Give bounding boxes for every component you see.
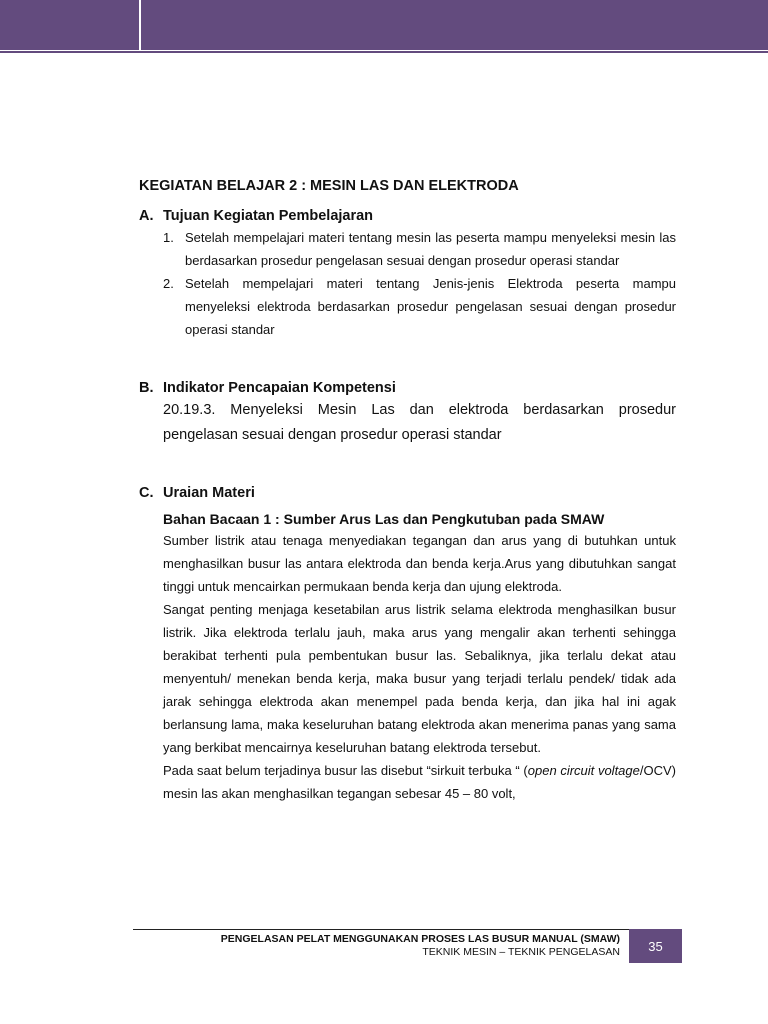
section-title: Tujuan Kegiatan Pembelajaran <box>163 208 374 224</box>
body-paragraph: Sumber listrik atau tenaga menyediakan tegangan dan arus yang di butuhkan untuk menghasilkan busur las antara elektroda dan benda kerja.Arus yang dibutuhkan sangat tinggi untuk mencairkan permukaan benda kerja dan ujung elektroda. <box>163 533 676 594</box>
page-number: 35 <box>629 929 682 963</box>
body-paragraph <box>163 759 676 805</box>
footer <box>221 933 620 959</box>
section-c-heading <box>139 483 676 503</box>
header-divider <box>139 0 141 50</box>
section-letter: C. <box>139 485 154 501</box>
header-band <box>0 0 768 50</box>
list-item <box>163 226 676 272</box>
reading-subheading: Bahan Bacaan 1 : Sumber Arus Las dan Pengkutuban pada SMAW <box>163 511 605 527</box>
body-paragraph: Sangat penting menjaga kesetabilan arus listrik selama elektroda menghasilkan busur listrik. Jika elektroda terlalu jauh, maka arus yang mengalir akan terhenti sehingga berakibat terhenti pula pembentukan busur las. Sebaliknya, jika terlalu dekat atau menyentuh/ menekan benda kerja, maka busur yang terjadi terlalu pendek/ tidak ada jarak sehingga elektroda akan menempel pada benda kerja, dan jika hal ini agak berlansung lama, maka keseluruhan batang elektroda akan menerima panas yang sama yang berkibat mencairnya keseluruhan batang elektroda tersebut. <box>163 602 676 755</box>
list-item <box>163 272 676 341</box>
list-text: Setelah mempelajari materi tentang mesin las peserta mampu menyeleksi mesin las berdasarkan prosedur pengelasan sesuai dengan prosedur operasi standar <box>185 230 676 268</box>
section-letter: A. <box>139 208 154 224</box>
list-number: 2. <box>163 276 174 291</box>
header-rule <box>0 51 768 53</box>
section-letter: B. <box>139 380 154 396</box>
footer-rule <box>133 929 629 930</box>
section-title: Uraian Materi <box>163 485 255 501</box>
objectives-list <box>163 226 676 341</box>
competency-indicator: 20.19.3. Menyeleksi Mesin Las dan elektroda berdasarkan prosedur pengelasan sesuai dengan prosedur operasi standar <box>163 402 676 443</box>
footer-subtitle: TEKNIK MESIN – TEKNIK PENGELASAN <box>422 946 620 958</box>
list-text: Setelah mempelajari materi tentang Jenis-jenis Elektroda peserta mampu menyeleksi elektroda berdasarkan prosedur pengelasan sesuai dengan prosedur operasi standar <box>185 276 676 337</box>
paragraph-text: /OCV) mesin las akan menghasilkan tegangan sebesar 45 – 80 volt, <box>163 763 676 801</box>
section-b-heading <box>139 378 676 398</box>
section-a-heading <box>139 206 676 226</box>
italic-term: open circuit voltage <box>527 763 640 778</box>
page-content <box>139 174 676 805</box>
footer-title: PENGELASAN PELAT MENGGUNAKAN PROSES LAS BUSUR MANUAL (SMAW) <box>220 933 620 945</box>
section-title: Indikator Pencapaian Kompetensi <box>163 380 396 396</box>
page-title: KEGIATAN BELAJAR 2 : MESIN LAS DAN ELEKTRODA <box>139 178 519 194</box>
paragraph-text: Pada saat belum terjadinya busur las disebut “sirkuit terbuka “ ( <box>163 763 528 778</box>
list-number: 1. <box>163 230 174 245</box>
